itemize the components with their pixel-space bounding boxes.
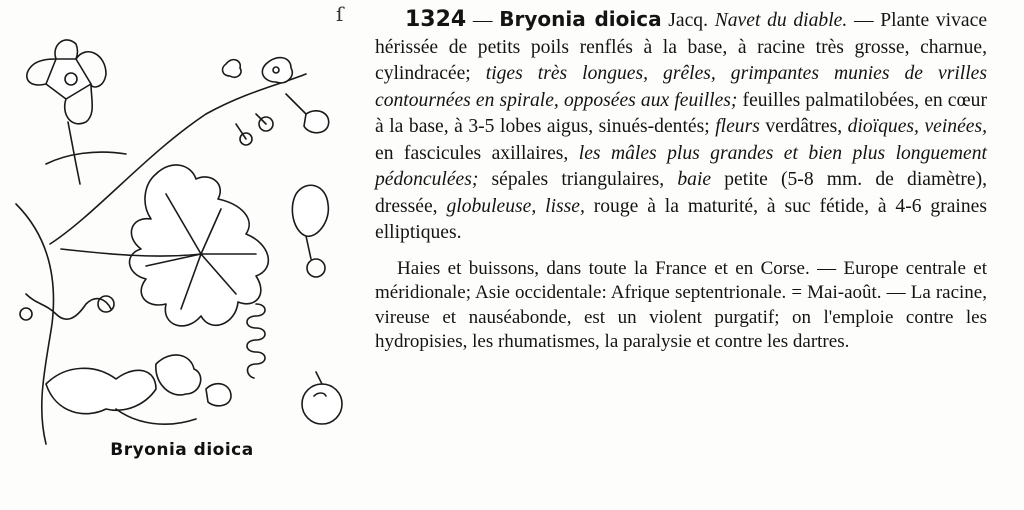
habitat-paragraph: Haies et buissons, dans toute la France et en Corse. — Europe centrale et méridionale; Asie occidentale: Afrique septentrionale. = Mai-août. — La racine, vireuse et nauséabonde, est un violent purgatif; on l'emploie contre les hydropisies, les rhumatismes, la paralysie et contre les dartres.	[375, 257, 987, 352]
main-stem	[16, 204, 54, 444]
margin-mark: ſ	[336, 2, 344, 26]
leaf-drawing	[61, 165, 268, 326]
males-description: les mâles plus grandes et bien plus longuement pédonculées;	[375, 142, 987, 190]
dash: —	[466, 10, 500, 31]
species-description	[375, 6, 987, 247]
tendril-drawing	[247, 304, 265, 378]
stems-description: tiges très longues, grêles, grimpantes munies de vrilles contournées en spirale, opposées aux feuilles;	[375, 63, 987, 111]
globular-description: globuleuse, lisse,	[446, 195, 585, 217]
fascicles-description: en fascicules axillaires,	[375, 142, 579, 164]
leaves-description: feuilles palmatilobées, en cœur à la base, à 3-5 lobes aigus, sinués-dentés;	[375, 89, 987, 137]
berry-word: baie	[677, 169, 712, 190]
species-name: Bryonia dioica	[499, 7, 662, 31]
entry-text	[375, 6, 987, 355]
description-part: — Plante vivace hérissée de petits poils renflés à la base, à racine très grosse, charnue, cylindracée;	[375, 10, 988, 84]
entry-number: 1324	[405, 7, 467, 32]
female-flower-drawing	[292, 185, 328, 277]
flower-cluster-drawing	[223, 58, 329, 145]
bryonia-illustration	[6, 4, 356, 474]
male-flower-drawing	[27, 40, 106, 184]
author: Jacq.	[661, 10, 715, 31]
flowers-color: verdâtres,	[759, 116, 848, 137]
illustration-caption: Bryonia dioica	[110, 440, 254, 460]
ending-description: rouge à la maturité, à suc fétide, à 4-6 graines elliptiques.	[375, 195, 987, 243]
common-name: Navet du diable.	[714, 10, 848, 31]
berry-drawing	[302, 384, 342, 424]
flowers-word: fleurs	[715, 116, 760, 137]
sepals-description: sépales triangulaires,	[478, 169, 678, 190]
dioecious-description: dioïques, veinées,	[847, 116, 987, 137]
berry-description: petite (5-8 mm. de diamètre), dressée,	[375, 169, 987, 217]
